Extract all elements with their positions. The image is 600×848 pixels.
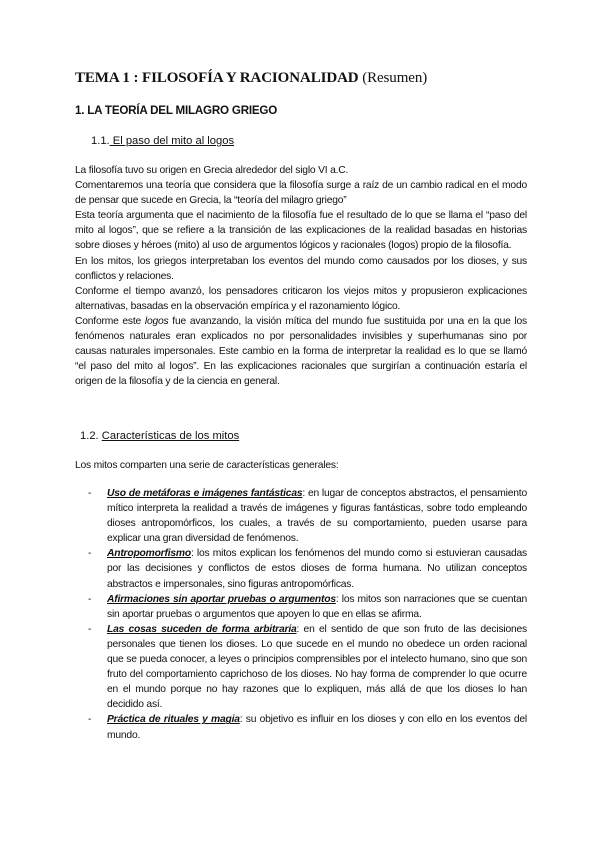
characteristics-list [88,486,527,743]
subsection-heading-1 [91,135,234,147]
item-text: : en el sentido de que son fruto de las decisiones personales que tienen los dioses. Lo que sucede en el mundo no obedece un orden racional que se pueda conocer, a leyes o principios comprensibles por el intelecto humano, sino que son fruto del comportamiento caprichoso de los dioses. No hay forma de comprender lo que ocurre en el mundo porque no hay razones que lo expliquen, más allá de que los dioses lo han decidido así. [107,623,528,711]
logos-term: logos [144,315,169,327]
subsection-label: El paso del mito al logos [109,135,235,147]
item-text: : su objetivo es influir en los dioses y con ello en los eventos del mundo. [107,714,527,741]
subsection-label: Características de los mitos [101,430,240,442]
list-item [88,712,527,742]
item-text: : los mitos son narraciones que se cuentan sin aportar pruebas o argumentos que apoyen lo que en ellas se afirma. [107,593,528,620]
list-item [88,592,527,622]
subsection-number: 1.2. [80,430,99,442]
paragraph-text: Conforme este [75,315,145,327]
title-subtitle: (Resumen) [362,70,428,86]
paragraph: La filosofía tuvo su origen en Grecia alrededor del siglo VI a.C. [75,165,349,176]
bullet-dash: - [88,488,92,499]
bullet-dash: - [88,593,92,605]
item-term: Antropomorfismo [107,548,191,560]
paragraph: Comentaremos una teoría que considera que la filosofía surge a raíz de un cambio radical en el modo de pensar que sucede en Grecia, la “teoría del milagro griego” [75,180,527,207]
item-term: Las cosas suceden de forma arbitraria [107,623,297,635]
list-item [88,546,527,591]
subsection-heading-2 [80,430,239,442]
paragraph: Esta teoría argumenta que el nacimiento de la filosofía fue el resultado de lo que se llama el “paso del mito al logos”, que se refiere a la transición de las explicaciones de la realidad basadas en historias sobre dioses y héroes (mito) al uso de argumentos lógicos y racionales (logos) propio de la filosofía. [75,210,527,252]
item-term: Uso de metáforas e imágenes fantásticas [107,488,303,499]
item-text: : los mitos explican los fenómenos del mundo como si estuvieran causadas por las decisiones y conflictos de estos dioses de forma humana. No utilizan conceptos abstractos e impersonales, sino figuras antropomórficas. [107,548,527,590]
title-main: TEMA 1 : FILOSOFÍA Y RACIONALIDAD [75,70,359,86]
list-item [88,622,527,713]
section-body [75,163,527,389]
item-term: Afirmaciones sin aportar pruebas o argumentos [107,593,336,605]
paragraph: Conforme el tiempo avanzó, los pensadores criticaron los viejos mitos y propusieron explicaciones alternativas, basadas en la observación empírica y el razonamiento lógico. [75,285,527,312]
bullet-dash: - [88,714,92,726]
list-intro [75,458,527,473]
section-heading: 1. LA TEORÍA DEL MILAGRO GRIEGO [75,104,278,117]
paragraph: Los mitos comparten una serie de características generales: [75,460,339,471]
bullet-dash: - [88,548,92,560]
item-term: Práctica de rituales y magia [107,714,240,726]
paragraph-text: fue avanzando, la visión mítica del mundo fue sustituida por una en la que los fenómenos naturales eran explicados no por personalidades invisibles y superhumanas sino por causas naturales impersonales. Este cambio en la forma de interpretar la realidad es lo que se llamó “el paso del mito al logos”. En las explicaciones racionales que surgirían a continuación estaría el origen de la filosofía y de la ciencia en general. [75,315,527,388]
bullet-dash: - [88,623,92,635]
document-title [75,70,535,87]
paragraph [75,314,527,389]
subsection-number: 1.1. [91,135,110,147]
item-text: : en lugar de conceptos abstractos, el pensamiento mítico interpreta la realidad a través de imágenes y figuras fantásticas, sobre todo empleando dioses antropomórficos, los cuales, a través de su comportamiento, pueden usarse para explicar una gran diversidad de fenómenos. [107,488,527,545]
list-item [88,486,527,546]
paragraph: En los mitos, los griegos interpretaban los eventos del mundo como causados por los dioses, y sus conflictos y relaciones. [75,255,527,282]
